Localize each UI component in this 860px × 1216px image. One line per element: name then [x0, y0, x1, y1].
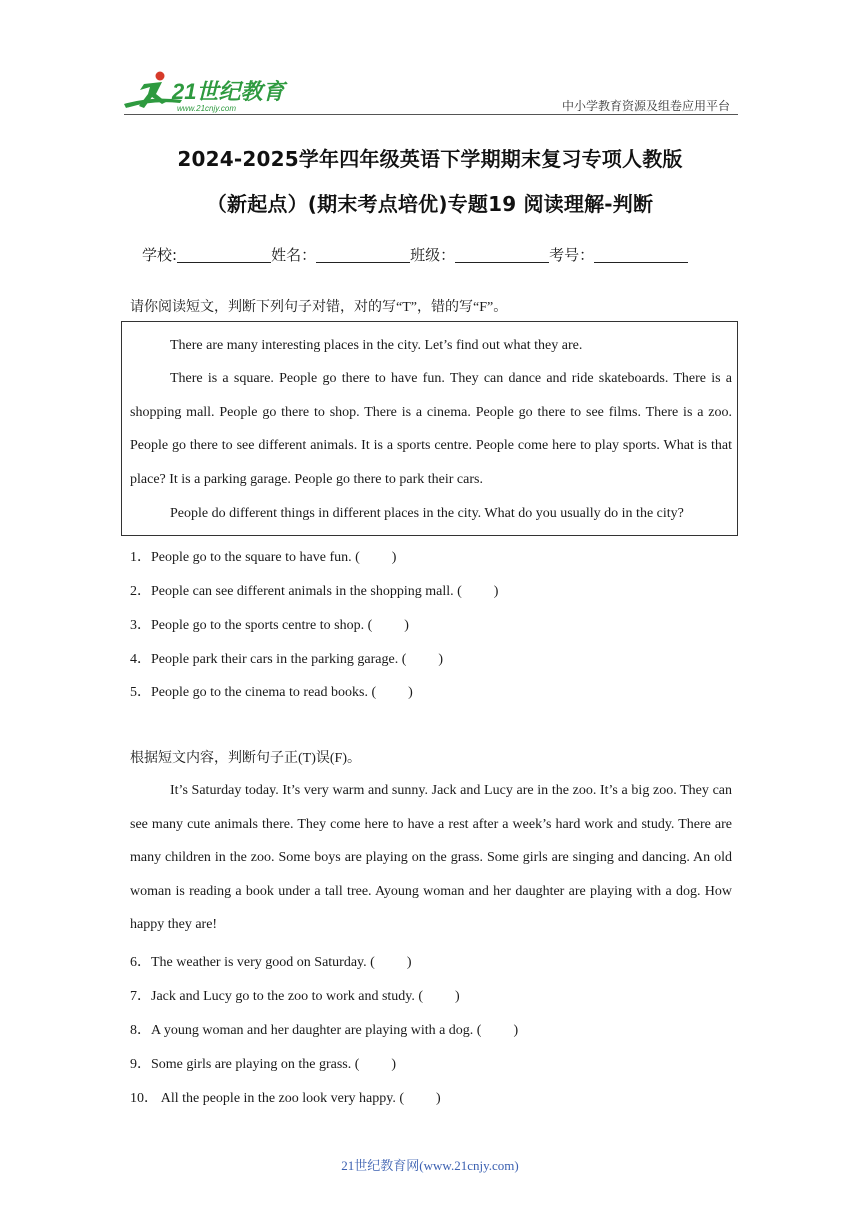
exam-number-label: 考号：: [549, 246, 595, 264]
question-item: [130, 1087, 441, 1107]
logo: [122, 70, 292, 114]
question-item: [130, 1053, 396, 1073]
question-item: [130, 951, 411, 971]
footer-link[interactable]: 21世纪教育网(www.21cnjy.com): [341, 1158, 519, 1173]
passage1-paragraph: People do different things in different places in the city. What do you usually do in the city?: [170, 506, 684, 521]
school-field[interactable]: [177, 244, 271, 263]
header-divider: [124, 114, 738, 115]
question-close-paren: ): [513, 1023, 519, 1038]
question-close-paren: ): [406, 955, 412, 970]
question-close-paren: ): [438, 652, 444, 667]
question-text: People go to the sports centre to shop. (: [151, 618, 373, 633]
passage1-paragraph: There are many interesting places in the city. Let’s find out what they are.: [170, 338, 583, 353]
question-item: [130, 681, 413, 701]
page-title-line1: 2024-2025学年四年级英语下学期期末复习专项人教版: [177, 147, 683, 171]
school-label: 学校:: [142, 246, 178, 264]
question-text: People park their cars in the parking garage. (: [151, 652, 407, 667]
question-number: 9．: [130, 1057, 151, 1072]
question-number: 5．: [130, 685, 151, 700]
question-number: 10．: [130, 1091, 158, 1106]
question-close-paren: ): [391, 1057, 397, 1072]
question-text: A young woman and her daughter are playing with a dog. (: [151, 1023, 482, 1038]
exam-number-field[interactable]: [594, 244, 688, 263]
question-item: [130, 580, 498, 600]
student-info-row: [142, 244, 688, 265]
question-item: [130, 546, 396, 566]
question-number: 6．: [130, 955, 151, 970]
question-text: Some girls are playing on the grass. (: [151, 1057, 360, 1072]
question-number: 4．: [130, 652, 151, 667]
question-item: [130, 1019, 518, 1039]
passage2-paragraph: It’s Saturday today. It’s very warm and sunny. Jack and Lucy are in the zoo. It’s a big zoo. They can see many cute animals there. They come here to have a rest after a week’s hard work and study. There are many children in the zoo. Some boys are playing on the grass. Some girls are singing and dancing. An old woman is reading a book under a tall tree. Ayoung woman and her daughter are playing with a dog. How happy they are!: [130, 783, 732, 932]
name-field[interactable]: [316, 244, 410, 263]
passage1-paragraph: There is a square. People go there to have fun. They can dance and ride skateboards. There is a shopping mall. People go there to shop. There is a cinema. People go there to see films. There is a zoo. People go there to see different animals. It is a sports centre. People come here to play sports. What is that place? It is a parking garage. People go there to park their cars.: [130, 371, 732, 487]
question-close-paren: ): [435, 1091, 441, 1106]
section2-instruction: 根据短文内容，判断句子正(T)误(F)。: [130, 751, 361, 766]
question-number: 1．: [130, 550, 151, 565]
page-title-line2: （新起点）(期末考点培优)专题19 阅读理解-判断: [206, 192, 654, 216]
logo-url: www.21cnjy.com: [177, 104, 236, 113]
question-text: Jack and Lucy go to the zoo to work and study. (: [151, 989, 424, 1004]
question-close-paren: ): [404, 618, 409, 633]
question-text: The weather is very good on Saturday. (: [151, 955, 375, 970]
class-label: 班级：: [410, 246, 456, 264]
question-text: People can see different animals in the shopping mall. (: [151, 584, 462, 599]
question-text: People go to the cinema to read books. (: [151, 685, 377, 700]
question-close-paren: ): [391, 550, 397, 565]
question-number: 8．: [130, 1023, 151, 1038]
question-close-paren: ): [408, 685, 413, 700]
question-number: 3．: [130, 618, 151, 633]
question-item: [130, 648, 443, 668]
section1-instruction: 请你阅读短文，判断下列句子对错，对的写“T”，错的写“F”。: [130, 300, 508, 315]
question-item: [130, 985, 460, 1005]
question-number: 2．: [130, 584, 151, 599]
logo-text: 21世纪教育: [172, 79, 285, 104]
question-number: 7．: [130, 989, 151, 1004]
question-item: [130, 614, 409, 634]
question-text: People go to the square to have fun. (: [151, 550, 360, 565]
class-field[interactable]: [455, 244, 549, 263]
question-text: All the people in the zoo look very happy. (: [158, 1091, 404, 1106]
question-close-paren: ): [493, 584, 499, 599]
name-label: 姓名：: [271, 246, 317, 264]
platform-label: 中小学教育资源及组卷应用平台: [561, 99, 730, 113]
question-close-paren: ): [455, 989, 460, 1004]
runner-logo-icon: [122, 70, 292, 114]
